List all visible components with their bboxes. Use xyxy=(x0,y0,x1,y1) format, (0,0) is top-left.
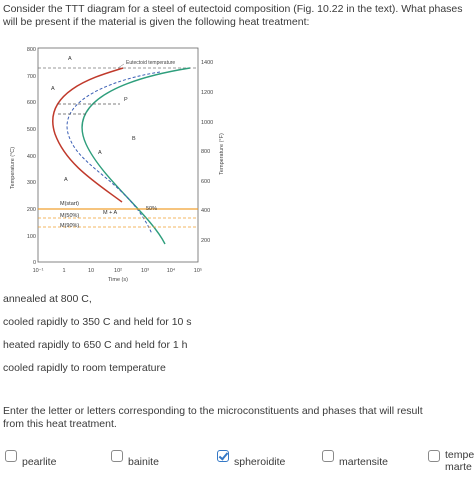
instruction-text: Enter the letter or letters corresponding to the microconstituents and phases that will result from this heat treatment. xyxy=(3,405,423,430)
region-a-top: A xyxy=(68,56,72,62)
option-bainite[interactable] xyxy=(111,450,201,470)
x-ticks xyxy=(33,267,203,274)
region-p: P xyxy=(124,97,128,103)
tick-c-300: 300 xyxy=(26,180,36,186)
tick-x-5: 10⁴ xyxy=(166,268,176,274)
tick-x-6: 10⁵ xyxy=(193,268,203,274)
step-4: cooled rapidly to room temperature xyxy=(3,362,166,374)
right-ticks xyxy=(201,60,213,244)
region-a-mid: A xyxy=(98,150,102,156)
eutectoid-label: Eutectoid temperature xyxy=(126,60,176,66)
tick-x-3: 10² xyxy=(114,268,122,274)
tick-x-4: 10³ xyxy=(141,268,149,274)
left-ticks xyxy=(27,47,36,266)
checkbox-pearlite[interactable] xyxy=(5,450,17,462)
option-pearlite[interactable] xyxy=(5,450,95,470)
checkbox-martensite[interactable] xyxy=(322,450,334,462)
tick-c-800: 800 xyxy=(26,47,36,53)
option-label-bainite: bainite xyxy=(128,456,159,468)
tick-c-100: 100 xyxy=(26,234,36,240)
tick-f-1400: 1400 xyxy=(201,60,214,66)
region-a-upper-left: A xyxy=(51,86,55,92)
option-label-line2: marte xyxy=(445,461,472,470)
tick-f-400: 400 xyxy=(201,208,211,214)
region-percent-50: 50% xyxy=(146,206,158,212)
tick-f-1200: 1200 xyxy=(201,90,214,96)
x-axis-title: Time (s) xyxy=(108,277,128,283)
tick-x-0: 10⁻¹ xyxy=(32,268,44,274)
region-b: B xyxy=(132,136,136,142)
checkbox-spheroidite[interactable] xyxy=(217,450,229,462)
step-3: heated rapidly to 650 C and held for 1 h xyxy=(3,339,188,351)
option-spheroidite[interactable] xyxy=(217,450,312,470)
option-label-martensite: martensite xyxy=(339,456,389,468)
tick-f-800: 800 xyxy=(201,149,211,155)
checkbox-bainite[interactable] xyxy=(111,450,123,462)
ttt-diagram xyxy=(0,44,230,289)
option-martensite[interactable] xyxy=(322,450,417,470)
tick-f-1000: 1000 xyxy=(201,120,214,126)
m-start-label: M(start) xyxy=(60,201,79,207)
question-text: Consider the TTT diagram for a steel of eutectoid composition (Fig. 10.22 in the text). What phases will be present if the material is given the following heat treatment: xyxy=(3,3,463,28)
region-m-plus-a: M + A xyxy=(103,210,118,216)
tick-c-600: 600 xyxy=(26,100,36,106)
option-label-pearlite: pearlite xyxy=(22,456,57,468)
tick-c-200: 200 xyxy=(26,207,36,213)
tick-c-700: 700 xyxy=(26,74,36,80)
tick-c-0: 0 xyxy=(32,260,36,266)
option-label-tempered-martensite xyxy=(445,450,474,470)
tick-c-400: 400 xyxy=(26,154,36,160)
plot-frame xyxy=(38,48,198,262)
tick-x-2: 10 xyxy=(87,268,95,274)
region-a-lower: A xyxy=(64,177,68,183)
m50-label: M(50%) xyxy=(60,213,80,219)
tick-x-1: 1 xyxy=(62,268,66,274)
tick-c-500: 500 xyxy=(26,127,36,133)
step-1: annealed at 800 C, xyxy=(3,293,92,305)
m90-label: M(90%) xyxy=(60,223,80,229)
tick-f-200: 200 xyxy=(201,238,211,244)
option-label-line1: tempe xyxy=(445,450,474,461)
checkbox-tempered-martensite[interactable] xyxy=(428,450,440,462)
right-axis-title: Temperature (°F) xyxy=(219,133,225,175)
option-tempered-martensite[interactable] xyxy=(428,450,474,470)
tick-f-600: 600 xyxy=(201,179,211,185)
option-label-spheroidite: spheroidite xyxy=(234,456,286,468)
left-axis-title: Temperature (°C) xyxy=(10,146,16,190)
step-2: cooled rapidly to 350 C and held for 10 s xyxy=(3,316,192,328)
